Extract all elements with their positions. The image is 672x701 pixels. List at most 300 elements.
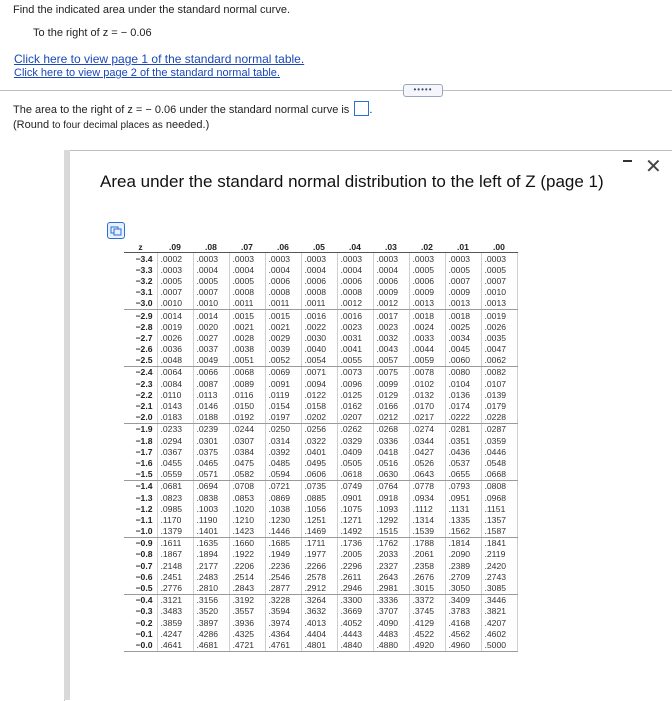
- probability-cell: .3669: [337, 606, 373, 617]
- z-value-cell: −3.3: [124, 264, 157, 275]
- probability-cell: .0004: [337, 264, 373, 275]
- probability-cell: .0030: [301, 332, 337, 343]
- probability-cell: .0084: [157, 378, 193, 389]
- probability-cell: .0174: [445, 400, 481, 411]
- probability-cell: .2206: [229, 560, 265, 571]
- question-subtitle: To the right of z = − 0.06: [33, 27, 152, 39]
- z-table-header-row: [124, 241, 517, 253]
- probability-cell: .0032: [373, 332, 409, 343]
- probability-cell: .3015: [409, 582, 445, 594]
- probability-cell: .0005: [193, 275, 229, 286]
- answer-suffix: .: [369, 104, 373, 116]
- probability-cell: .0154: [265, 400, 301, 411]
- probability-cell: .0170: [409, 400, 445, 411]
- probability-cell: .3783: [445, 606, 481, 617]
- probability-cell: .0037: [193, 344, 229, 355]
- probability-cell: .0004: [265, 264, 301, 275]
- probability-cell: .3336: [373, 594, 409, 606]
- probability-cell: .0485: [265, 457, 301, 468]
- z-table-header-cell: .01: [445, 241, 481, 253]
- probability-cell: .4681: [193, 639, 229, 651]
- probability-cell: .4013: [301, 617, 337, 628]
- z-value-cell: −0.0: [124, 639, 157, 651]
- probability-cell: .0885: [301, 492, 337, 503]
- minimize-icon[interactable]: [623, 160, 632, 162]
- probability-cell: .0793: [445, 480, 481, 492]
- probability-cell: .1038: [265, 503, 301, 514]
- probability-cell: .0045: [445, 344, 481, 355]
- probability-cell: .3050: [445, 582, 481, 594]
- z-value-cell: −1.7: [124, 446, 157, 457]
- probability-cell: .0764: [373, 480, 409, 492]
- probability-cell: .1230: [265, 514, 301, 525]
- probability-cell: .0475: [229, 457, 265, 468]
- probability-cell: .1093: [373, 503, 409, 514]
- probability-cell: .0233: [157, 423, 193, 435]
- probability-cell: .3974: [265, 617, 301, 628]
- probability-cell: .0016: [337, 309, 373, 321]
- probability-cell: .2266: [301, 560, 337, 571]
- probability-cell: .0212: [373, 412, 409, 424]
- probability-cell: .1539: [409, 526, 445, 538]
- probability-cell: .1056: [301, 503, 337, 514]
- probability-cell: .0026: [481, 321, 517, 332]
- z-table-row: [124, 503, 517, 514]
- probability-cell: .0087: [193, 378, 229, 389]
- probability-cell: .3228: [265, 594, 301, 606]
- probability-cell: .1190: [193, 514, 229, 525]
- probability-cell: .1867: [157, 549, 193, 560]
- probability-cell: .1003: [193, 503, 229, 514]
- probability-cell: .3897: [193, 617, 229, 628]
- probability-cell: .0023: [337, 321, 373, 332]
- z-table-row: [124, 537, 517, 549]
- z-table-row: [124, 332, 517, 343]
- probability-cell: .0179: [481, 400, 517, 411]
- probability-cell: .0009: [373, 287, 409, 298]
- probability-cell: .0006: [265, 275, 301, 286]
- z-value-cell: −1.8: [124, 435, 157, 446]
- probability-cell: .2776: [157, 582, 193, 594]
- probability-cell: .0023: [373, 321, 409, 332]
- probability-cell: .0025: [445, 321, 481, 332]
- z-table-row: [124, 298, 517, 310]
- probability-cell: .0004: [193, 264, 229, 275]
- probability-cell: .0125: [337, 389, 373, 400]
- probability-cell: .3936: [229, 617, 265, 628]
- probability-cell: .0427: [409, 446, 445, 457]
- probability-cell: .0116: [229, 389, 265, 400]
- probability-cell: .1736: [337, 537, 373, 549]
- probability-cell: .0104: [445, 378, 481, 389]
- probability-cell: .0455: [157, 457, 193, 468]
- probability-cell: .0694: [193, 480, 229, 492]
- probability-cell: .1271: [337, 514, 373, 525]
- probability-cell: .2005: [337, 549, 373, 560]
- probability-cell: .0080: [445, 366, 481, 378]
- z-table-row: [124, 560, 517, 571]
- z-table-row: [124, 287, 517, 298]
- panel-scrollbar[interactable]: [64, 150, 70, 700]
- probability-cell: .0274: [409, 423, 445, 435]
- probability-cell: .0003: [409, 253, 445, 265]
- answer-prefix: The area to the right of z = − 0.06 under the standard normal curve is: [13, 104, 350, 116]
- probability-cell: .4641: [157, 639, 193, 651]
- probability-cell: .0036: [157, 344, 193, 355]
- probability-cell: .0119: [265, 389, 301, 400]
- probability-cell: .2877: [265, 582, 301, 594]
- z-value-cell: −2.1: [124, 400, 157, 411]
- z-table-row: [124, 423, 517, 435]
- probability-cell: .3632: [301, 606, 337, 617]
- probability-cell: .0060: [445, 355, 481, 367]
- probability-cell: .0268: [373, 423, 409, 435]
- probability-cell: .0901: [337, 492, 373, 503]
- probability-cell: .0197: [265, 412, 301, 424]
- probability-cell: .0052: [265, 355, 301, 367]
- probability-cell: .0392: [265, 446, 301, 457]
- probability-cell: .4168: [445, 617, 481, 628]
- probability-cell: .0075: [373, 366, 409, 378]
- z-value-cell: −3.1: [124, 287, 157, 298]
- probability-cell: .4129: [409, 617, 445, 628]
- probability-cell: .1949: [265, 549, 301, 560]
- probability-cell: .0166: [373, 400, 409, 411]
- rounding-instruction: (Round to four decimal places as needed.): [13, 119, 210, 131]
- probability-cell: .0003: [445, 253, 481, 265]
- probability-cell: .0256: [301, 423, 337, 435]
- probability-cell: .0222: [445, 412, 481, 424]
- probability-cell: .0003: [373, 253, 409, 265]
- z-table-row: [124, 378, 517, 389]
- probability-cell: .0384: [229, 446, 265, 457]
- probability-cell: .0006: [337, 275, 373, 286]
- probability-cell: .1814: [445, 537, 481, 549]
- z-table-row: [124, 264, 517, 275]
- probability-cell: .3594: [265, 606, 301, 617]
- probability-cell: .0017: [373, 309, 409, 321]
- probability-cell: .0018: [409, 309, 445, 321]
- probability-cell: .0048: [157, 355, 193, 367]
- probability-cell: .0110: [157, 389, 193, 400]
- probability-cell: .0011: [301, 298, 337, 310]
- question-title: Find the indicated area under the standard normal curve.: [13, 4, 290, 16]
- probability-cell: .0008: [229, 287, 265, 298]
- probability-cell: .0099: [373, 378, 409, 389]
- probability-cell: .1423: [229, 526, 265, 538]
- probability-cell: .0005: [229, 275, 265, 286]
- probability-cell: .0329: [337, 435, 373, 446]
- probability-cell: .0336: [373, 435, 409, 446]
- probability-cell: .3745: [409, 606, 445, 617]
- probability-cell: .1635: [193, 537, 229, 549]
- probability-cell: .4052: [337, 617, 373, 628]
- z-value-cell: −3.2: [124, 275, 157, 286]
- z-table-row: [124, 435, 517, 446]
- z-value-cell: −2.4: [124, 366, 157, 378]
- probability-cell: .0026: [157, 332, 193, 343]
- probability-cell: .0107: [481, 378, 517, 389]
- probability-cell: .2643: [373, 571, 409, 582]
- probability-cell: .3520: [193, 606, 229, 617]
- link-table-page-1[interactable]: Click here to view page 1 of the standard normal table.: [14, 52, 305, 66]
- probability-cell: .0005: [157, 275, 193, 286]
- z-value-cell: −2.6: [124, 344, 157, 355]
- probability-cell: .0516: [373, 457, 409, 468]
- probability-cell: .0096: [337, 378, 373, 389]
- probability-cell: .3446: [481, 594, 517, 606]
- probability-cell: .0495: [301, 457, 337, 468]
- probability-cell: .0033: [409, 332, 445, 343]
- z-value-cell: −2.3: [124, 378, 157, 389]
- probability-cell: .0749: [337, 480, 373, 492]
- z-table-row: [124, 253, 517, 265]
- probability-cell: .0594: [265, 469, 301, 481]
- z-table-row: [124, 389, 517, 400]
- z-table-row: [124, 344, 517, 355]
- z-value-cell: −0.9: [124, 537, 157, 549]
- probability-cell: .0010: [157, 298, 193, 310]
- z-value-cell: −0.3: [124, 606, 157, 617]
- probability-cell: .0068: [229, 366, 265, 378]
- probability-cell: .0064: [157, 366, 193, 378]
- probability-cell: .0281: [445, 423, 481, 435]
- z-table-header-cell: .04: [337, 241, 373, 253]
- z-table-header-cell: .09: [157, 241, 193, 253]
- probability-cell: .2236: [265, 560, 301, 571]
- probability-cell: .0344: [409, 435, 445, 446]
- probability-cell: .0301: [193, 435, 229, 446]
- probability-cell: .2389: [445, 560, 481, 571]
- probability-cell: .0005: [445, 264, 481, 275]
- z-table-row: [124, 606, 517, 617]
- probability-cell: .0188: [193, 412, 229, 424]
- probability-cell: .0102: [409, 378, 445, 389]
- probability-cell: .4721: [229, 639, 265, 651]
- z-value-cell: −3.0: [124, 298, 157, 310]
- z-value-cell: −0.7: [124, 560, 157, 571]
- probability-cell: .1335: [445, 514, 481, 525]
- probability-cell: .3483: [157, 606, 193, 617]
- z-value-cell: −1.1: [124, 514, 157, 525]
- probability-cell: .0013: [481, 298, 517, 310]
- probability-cell: .0314: [265, 435, 301, 446]
- probability-cell: .0013: [409, 298, 445, 310]
- z-table-row: [124, 355, 517, 367]
- z-table-header-cell: .05: [301, 241, 337, 253]
- probability-cell: .0401: [301, 446, 337, 457]
- probability-cell: .0526: [409, 457, 445, 468]
- probability-cell: .2611: [337, 571, 373, 582]
- probability-cell: .4880: [373, 639, 409, 651]
- probability-cell: .0020: [193, 321, 229, 332]
- probability-cell: .0409: [337, 446, 373, 457]
- probability-cell: .0436: [445, 446, 481, 457]
- table-copy-icon[interactable]: [107, 222, 125, 239]
- probability-cell: .0192: [229, 412, 265, 424]
- probability-cell: .0021: [229, 321, 265, 332]
- probability-cell: .3707: [373, 606, 409, 617]
- z-value-cell: −3.4: [124, 253, 157, 265]
- probability-cell: .0681: [157, 480, 193, 492]
- probability-cell: .4602: [481, 628, 517, 639]
- probability-cell: .0062: [481, 355, 517, 367]
- z-value-cell: −1.2: [124, 503, 157, 514]
- probability-cell: .2451: [157, 571, 193, 582]
- link-table-page-2[interactable]: Click here to view page 2 of the standard normal table.: [14, 67, 280, 79]
- more-options-button[interactable]: •••••: [403, 84, 443, 97]
- probability-cell: .0129: [373, 389, 409, 400]
- probability-cell: .0006: [373, 275, 409, 286]
- probability-cell: .0139: [481, 389, 517, 400]
- probability-cell: .4801: [301, 639, 337, 651]
- z-table-header-cell: .07: [229, 241, 265, 253]
- probability-cell: .4960: [445, 639, 481, 651]
- probability-cell: .0005: [481, 264, 517, 275]
- probability-cell: .0078: [409, 366, 445, 378]
- probability-cell: .0136: [445, 389, 481, 400]
- answer-input[interactable]: [354, 101, 369, 116]
- z-table: [124, 241, 518, 652]
- probability-cell: .0808: [481, 480, 517, 492]
- probability-cell: .0465: [193, 457, 229, 468]
- z-value-cell: −1.0: [124, 526, 157, 538]
- probability-cell: .0934: [409, 492, 445, 503]
- probability-cell: .2578: [301, 571, 337, 582]
- probability-cell: .1379: [157, 526, 193, 538]
- z-value-cell: −2.9: [124, 309, 157, 321]
- probability-cell: .3192: [229, 594, 265, 606]
- probability-cell: .0014: [193, 309, 229, 321]
- probability-cell: .0003: [337, 253, 373, 265]
- probability-cell: .0034: [445, 332, 481, 343]
- probability-cell: .0618: [337, 469, 373, 481]
- probability-cell: .0162: [337, 400, 373, 411]
- probability-cell: .0073: [337, 366, 373, 378]
- probability-cell: .0004: [229, 264, 265, 275]
- probability-cell: .4761: [265, 639, 301, 651]
- probability-cell: .0537: [445, 457, 481, 468]
- probability-cell: .4443: [337, 628, 373, 639]
- z-table-header-cell: z: [124, 241, 157, 253]
- probability-cell: .0869: [265, 492, 301, 503]
- probability-cell: .1020: [229, 503, 265, 514]
- probability-cell: .0051: [229, 355, 265, 367]
- probability-cell: .0044: [409, 344, 445, 355]
- z-table-header-cell: .03: [373, 241, 409, 253]
- probability-cell: .2148: [157, 560, 193, 571]
- probability-cell: .0668: [481, 469, 517, 481]
- close-icon[interactable]: ✕: [645, 156, 662, 178]
- probability-cell: .0066: [193, 366, 229, 378]
- probability-cell: .0010: [481, 287, 517, 298]
- probability-cell: .3156: [193, 594, 229, 606]
- z-table-header-cell: .02: [409, 241, 445, 253]
- z-value-cell: −1.6: [124, 457, 157, 468]
- probability-cell: .1401: [193, 526, 229, 538]
- probability-cell: .1660: [229, 537, 265, 549]
- probability-cell: .0011: [265, 298, 301, 310]
- z-table-row: [124, 469, 517, 481]
- probability-cell: .0239: [193, 423, 229, 435]
- table-title: Area under the standard normal distribution to the left of Z (page 1): [100, 172, 604, 191]
- probability-cell: .1762: [373, 537, 409, 549]
- probability-cell: .0018: [445, 309, 481, 321]
- probability-cell: .3557: [229, 606, 265, 617]
- probability-cell: .4090: [373, 617, 409, 628]
- probability-cell: .0057: [373, 355, 409, 367]
- probability-cell: .4562: [445, 628, 481, 639]
- probability-cell: .0951: [445, 492, 481, 503]
- probability-cell: .0015: [229, 309, 265, 321]
- probability-cell: .5000: [481, 639, 517, 651]
- probability-cell: .2946: [337, 582, 373, 594]
- probability-cell: .0838: [193, 492, 229, 503]
- z-table-header-cell: .08: [193, 241, 229, 253]
- probability-cell: .0022: [301, 321, 337, 332]
- probability-cell: .1894: [193, 549, 229, 560]
- probability-cell: .1170: [157, 514, 193, 525]
- probability-cell: .0013: [445, 298, 481, 310]
- probability-cell: .1515: [373, 526, 409, 538]
- z-table-row: [124, 594, 517, 606]
- probability-cell: .0207: [337, 412, 373, 424]
- z-table-row: [124, 275, 517, 286]
- probability-cell: .0202: [301, 412, 337, 424]
- probability-cell: .2981: [373, 582, 409, 594]
- probability-cell: .1292: [373, 514, 409, 525]
- probability-cell: .0985: [157, 503, 193, 514]
- probability-cell: .0571: [193, 469, 229, 481]
- z-value-cell: −2.0: [124, 412, 157, 424]
- probability-cell: .1922: [229, 549, 265, 560]
- probability-cell: .0055: [337, 355, 373, 367]
- probability-cell: .4840: [337, 639, 373, 651]
- probability-cell: .0606: [301, 469, 337, 481]
- probability-cell: .4483: [373, 628, 409, 639]
- z-table-header-cell: .06: [265, 241, 301, 253]
- probability-cell: .0054: [301, 355, 337, 367]
- probability-cell: .3085: [481, 582, 517, 594]
- probability-cell: .0035: [481, 332, 517, 343]
- probability-cell: .0038: [229, 344, 265, 355]
- probability-cell: .0655: [445, 469, 481, 481]
- probability-cell: .2033: [373, 549, 409, 560]
- probability-cell: .2514: [229, 571, 265, 582]
- probability-cell: .0012: [337, 298, 373, 310]
- probability-cell: .0823: [157, 492, 193, 503]
- probability-cell: .0307: [229, 435, 265, 446]
- probability-cell: .0418: [373, 446, 409, 457]
- probability-cell: .0005: [409, 264, 445, 275]
- probability-cell: .1492: [337, 526, 373, 538]
- probability-cell: .0918: [373, 492, 409, 503]
- probability-cell: .1587: [481, 526, 517, 538]
- probability-cell: .0016: [301, 309, 337, 321]
- probability-cell: .0132: [409, 389, 445, 400]
- z-table-row: [124, 549, 517, 560]
- probability-cell: .0047: [481, 344, 517, 355]
- probability-cell: .2177: [193, 560, 229, 571]
- probability-cell: .1112: [409, 503, 445, 514]
- probability-cell: .2119: [481, 549, 517, 560]
- probability-cell: .0003: [157, 264, 193, 275]
- probability-cell: .4325: [229, 628, 265, 639]
- probability-cell: .0004: [373, 264, 409, 275]
- probability-cell: .2296: [337, 560, 373, 571]
- probability-cell: .3859: [157, 617, 193, 628]
- probability-cell: .1357: [481, 514, 517, 525]
